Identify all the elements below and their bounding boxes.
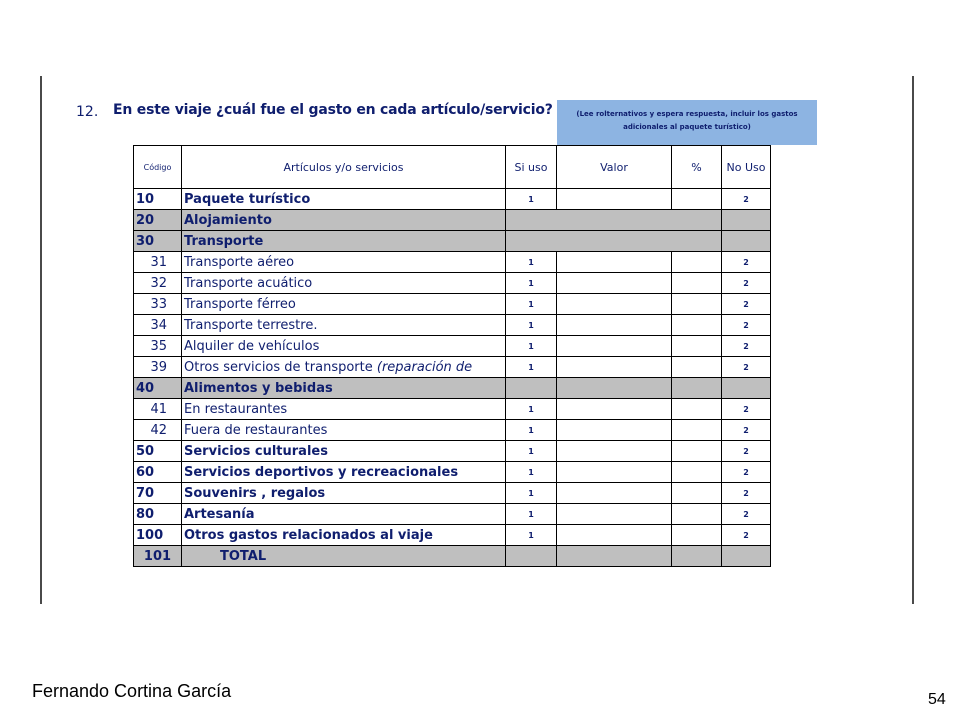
valor-cell[interactable] xyxy=(557,441,672,462)
percent-cell[interactable] xyxy=(672,525,722,546)
table-row xyxy=(134,420,771,441)
percent-cell[interactable] xyxy=(672,357,722,378)
si-uso-option[interactable]: 1 xyxy=(506,252,557,273)
row-label: Alquiler de vehículos xyxy=(182,336,506,357)
valor-cell[interactable] xyxy=(557,357,672,378)
no-uso-option[interactable]: 2 xyxy=(722,525,771,546)
percent-cell[interactable] xyxy=(672,420,722,441)
row-label: Alojamiento xyxy=(182,210,506,231)
si-uso-option[interactable]: 1 xyxy=(506,189,557,210)
right-border-line xyxy=(912,76,914,604)
percent-cell[interactable] xyxy=(672,252,722,273)
si-uso-option[interactable]: 1 xyxy=(506,294,557,315)
total-label: TOTAL xyxy=(182,546,506,567)
no-uso-option[interactable]: 2 xyxy=(722,504,771,525)
table-row xyxy=(134,231,771,252)
question-text: En este viaje ¿cuál fue el gasto en cada artículo/servicio? xyxy=(113,102,553,118)
table-row xyxy=(134,189,771,210)
no-uso-option[interactable]: 2 xyxy=(722,357,771,378)
row-label: Alimentos y bebidas xyxy=(182,378,506,399)
percent-total-cell[interactable] xyxy=(672,546,722,567)
table-row xyxy=(134,252,771,273)
percent-cell[interactable] xyxy=(672,273,722,294)
footer-author: Fernando Cortina García xyxy=(32,681,232,701)
row-code: 40 xyxy=(134,378,182,399)
percent-cell[interactable] xyxy=(672,315,722,336)
row-label: Transporte férreo xyxy=(182,294,506,315)
no-uso-option[interactable]: 2 xyxy=(722,273,771,294)
no-uso-option[interactable]: 2 xyxy=(722,252,771,273)
row-code: 33 xyxy=(134,294,182,315)
row-code: 39 xyxy=(134,357,182,378)
row-code: 50 xyxy=(134,441,182,462)
valor-cell[interactable] xyxy=(557,399,672,420)
header-code: Código xyxy=(134,146,182,189)
row-code: 31 xyxy=(134,252,182,273)
si-uso-option[interactable]: 1 xyxy=(506,483,557,504)
row-code: 30 xyxy=(134,231,182,252)
row-label: Otros gastos relacionados al viaje xyxy=(182,525,506,546)
no-uso-option[interactable]: 2 xyxy=(722,483,771,504)
percent-empty-cell xyxy=(672,378,722,399)
valor-total-cell[interactable] xyxy=(557,546,672,567)
si-uso-option[interactable]: 1 xyxy=(506,357,557,378)
row-code: 100 xyxy=(134,525,182,546)
si-uso-option[interactable]: 1 xyxy=(506,273,557,294)
table-row xyxy=(134,315,771,336)
row-code: 35 xyxy=(134,336,182,357)
page-number: 54 xyxy=(928,691,946,708)
no-uso-option[interactable]: 2 xyxy=(722,189,771,210)
percent-cell[interactable] xyxy=(672,336,722,357)
si-uso-option[interactable]: 1 xyxy=(506,441,557,462)
table-row xyxy=(134,210,771,231)
row-label-main: Otros servicios de transporte xyxy=(184,359,373,375)
table-row xyxy=(134,294,771,315)
percent-cell[interactable] xyxy=(672,441,722,462)
valor-cell[interactable] xyxy=(557,504,672,525)
expense-table xyxy=(133,145,771,567)
row-code: 80 xyxy=(134,504,182,525)
valor-cell[interactable] xyxy=(557,315,672,336)
no-uso-option[interactable]: 2 xyxy=(722,462,771,483)
valor-cell[interactable] xyxy=(557,336,672,357)
merged-empty-cell xyxy=(506,231,722,252)
table-row xyxy=(134,378,771,399)
no-uso-option[interactable]: 2 xyxy=(722,294,771,315)
si-uso-option[interactable]: 1 xyxy=(506,525,557,546)
valor-cell[interactable] xyxy=(557,483,672,504)
no-uso-empty-cell xyxy=(722,210,771,231)
valor-empty-cell xyxy=(557,378,672,399)
valor-cell[interactable] xyxy=(557,462,672,483)
row-code: 20 xyxy=(134,210,182,231)
row-label: Servicios deportivos y recreacionales xyxy=(182,462,506,483)
valor-cell[interactable] xyxy=(557,252,672,273)
table-row xyxy=(134,273,771,294)
no-uso-empty-cell xyxy=(722,546,771,567)
row-label: Transporte terrestre. xyxy=(182,315,506,336)
header-valor: Valor xyxy=(557,146,672,189)
table-row xyxy=(134,462,771,483)
row-label: Souvenirs , regalos xyxy=(182,483,506,504)
no-uso-empty-cell xyxy=(722,378,771,399)
percent-cell[interactable] xyxy=(672,462,722,483)
percent-cell[interactable] xyxy=(672,294,722,315)
table-row xyxy=(134,483,771,504)
instruction-note: (Lee rolternativos y espera respuesta, incluir los gastos adicionales al paquete turístico) xyxy=(557,100,817,145)
no-uso-empty-cell xyxy=(722,231,771,252)
row-label: Paquete turístico xyxy=(182,189,506,210)
si-uso-empty-cell xyxy=(506,378,557,399)
table-row xyxy=(134,336,771,357)
total-row xyxy=(134,546,771,567)
row-code: 34 xyxy=(134,315,182,336)
table-row xyxy=(134,441,771,462)
table-row xyxy=(134,357,771,378)
total-code: 101 xyxy=(134,546,182,567)
valor-cell[interactable] xyxy=(557,273,672,294)
si-uso-empty-cell xyxy=(506,546,557,567)
percent-cell[interactable] xyxy=(672,399,722,420)
header-no-uso: No Uso xyxy=(722,146,771,189)
si-uso-option[interactable]: 1 xyxy=(506,504,557,525)
table-row xyxy=(134,504,771,525)
si-uso-option[interactable]: 1 xyxy=(506,315,557,336)
question-number: 12. xyxy=(76,104,99,120)
row-label-extra: (reparación de xyxy=(376,359,473,375)
valor-cell[interactable] xyxy=(557,294,672,315)
header-percent: % xyxy=(672,146,722,189)
table-header-row xyxy=(134,146,771,189)
si-uso-option[interactable]: 1 xyxy=(506,462,557,483)
si-uso-option[interactable]: 1 xyxy=(506,336,557,357)
header-si-uso: Si uso xyxy=(506,146,557,189)
no-uso-option[interactable]: 2 xyxy=(722,399,771,420)
valor-cell[interactable] xyxy=(557,189,672,210)
table-row xyxy=(134,525,771,546)
row-code: 32 xyxy=(134,273,182,294)
row-label: Fuera de restaurantes xyxy=(182,420,506,441)
merged-empty-cell xyxy=(506,210,722,231)
row-code: 41 xyxy=(134,399,182,420)
row-label xyxy=(182,357,506,378)
row-label: Transporte aéreo xyxy=(182,252,506,273)
row-label: Transporte acuático xyxy=(182,273,506,294)
valor-cell[interactable] xyxy=(557,420,672,441)
no-uso-option[interactable]: 2 xyxy=(722,315,771,336)
row-label: Servicios culturales xyxy=(182,441,506,462)
no-uso-option[interactable]: 2 xyxy=(722,336,771,357)
row-code: 70 xyxy=(134,483,182,504)
row-code: 60 xyxy=(134,462,182,483)
no-uso-option[interactable]: 2 xyxy=(722,441,771,462)
row-code: 10 xyxy=(134,189,182,210)
valor-cell[interactable] xyxy=(557,525,672,546)
si-uso-option[interactable]: 1 xyxy=(506,420,557,441)
percent-cell[interactable] xyxy=(672,189,722,210)
header-items: Artículos y/o servicios xyxy=(182,146,506,189)
row-code: 42 xyxy=(134,420,182,441)
percent-cell[interactable] xyxy=(672,504,722,525)
percent-cell[interactable] xyxy=(672,483,722,504)
no-uso-option[interactable]: 2 xyxy=(722,420,771,441)
row-label: Transporte xyxy=(182,231,506,252)
table-row xyxy=(134,399,771,420)
row-label: En restaurantes xyxy=(182,399,506,420)
row-label: Artesanía xyxy=(182,504,506,525)
left-border-line xyxy=(40,76,42,604)
si-uso-option[interactable]: 1 xyxy=(506,399,557,420)
